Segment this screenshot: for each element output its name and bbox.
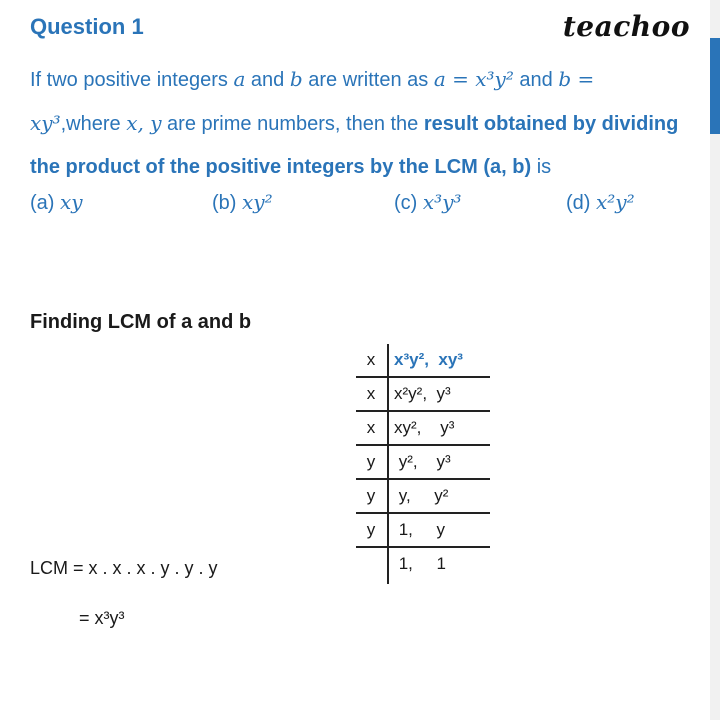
question-text: If two positive integers a and b are written as a = x³y² and b = xy³,where x, y are prime numbers, then the result obtained by dividing the product of the positive integers by the LCM (a, b) is <box>30 67 679 178</box>
division-row <box>356 480 496 514</box>
division-row <box>356 548 496 582</box>
quotient: x²y², y³ <box>394 384 451 403</box>
teachoo-logo: teachoo <box>562 10 690 43</box>
division-row <box>356 514 496 548</box>
divisor: y <box>366 452 376 471</box>
divisor: x <box>366 418 376 437</box>
option-a: (a) xy <box>30 190 83 214</box>
divisor: x <box>366 384 376 403</box>
scrollbar-thumb[interactable] <box>710 38 720 134</box>
division-row <box>356 378 496 412</box>
division-row <box>356 412 496 446</box>
quotient: y², y³ <box>394 452 451 471</box>
option-c: (c) x³y³ <box>394 190 462 214</box>
solution-heading: Finding LCM of a and b <box>30 311 252 333</box>
divisor: x <box>366 350 376 369</box>
lcm-expansion: LCM = x . x . x . y . y . y <box>30 558 218 578</box>
quotient: 1, y <box>394 520 446 539</box>
division-row <box>356 446 496 480</box>
option-b: (b) xy² <box>212 190 273 214</box>
question-title: Question 1 <box>30 14 144 39</box>
quotient: y, y² <box>394 486 449 505</box>
division-table <box>356 344 496 582</box>
option-d: (d) x²y² <box>566 190 635 214</box>
quotient: x³y², xy³ <box>394 350 463 369</box>
division-row <box>356 344 496 378</box>
divisor: y <box>366 486 376 505</box>
quotient: 1, 1 <box>394 554 446 573</box>
divisor: y <box>366 520 376 539</box>
quotient: xy², y³ <box>394 418 455 437</box>
lcm-result: = x³y³ <box>79 608 125 628</box>
